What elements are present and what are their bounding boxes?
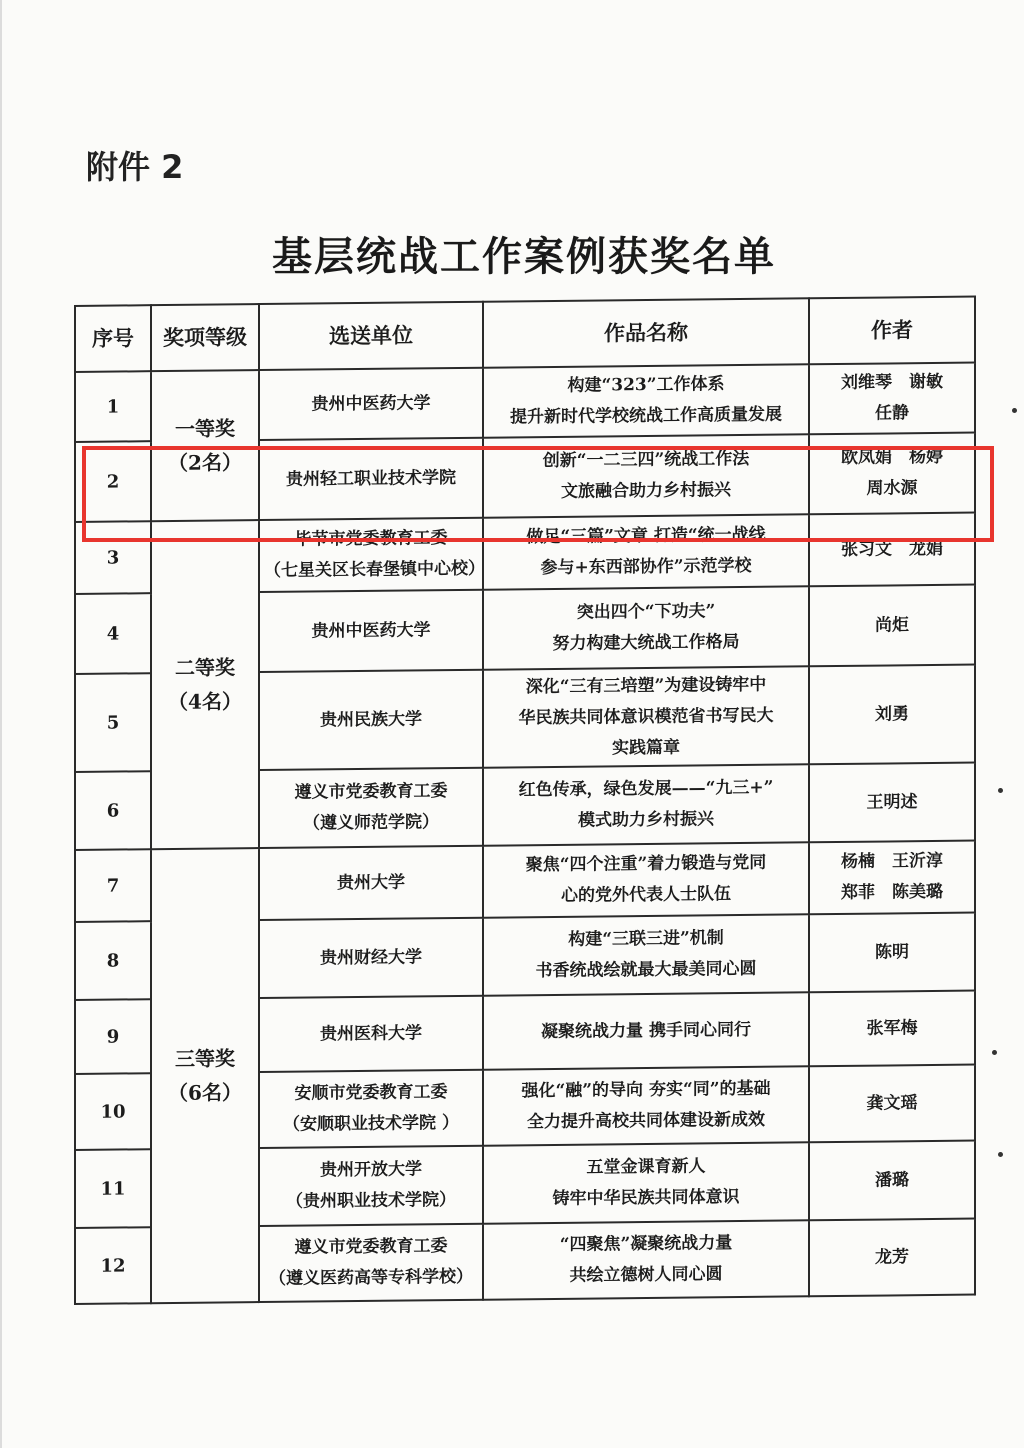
submitting-unit-line: 遵义市党委教育工委 — [294, 781, 448, 803]
work-title-line: 模式助力乡村振兴 — [578, 809, 714, 831]
submitting-unit — [259, 670, 483, 770]
work-title-line: 提升新时代学校统战工作高质量发展 — [510, 404, 782, 428]
work-title-line: 红色传承，绿色发展——“九三+” — [518, 777, 774, 801]
work-title — [483, 666, 809, 767]
award-table — [74, 296, 976, 1305]
award-level — [151, 848, 259, 1303]
award-level — [151, 520, 259, 849]
scan-speck — [1012, 408, 1017, 413]
header-level: 奖项等级 — [151, 304, 259, 371]
submitting-unit — [259, 1146, 483, 1226]
authors-line: 尚炬 — [875, 614, 909, 636]
award-level-name: 二等奖 — [175, 655, 235, 680]
submitting-unit-line: 遵义市党委教育工委 — [294, 1236, 448, 1258]
authors-line: 张习文 龙娟 — [841, 538, 943, 560]
table-body — [75, 363, 975, 1304]
row-number: 9 — [75, 999, 151, 1074]
work-title-line: 聚焦“四个注重”着力锻造与党同 — [525, 852, 767, 876]
authors-line: 杨楠 王沂淳 — [841, 850, 943, 872]
work-title — [483, 842, 809, 917]
submitting-unit-line: 贵州财经大学 — [320, 946, 422, 968]
submitting-unit — [259, 590, 483, 672]
work-title — [483, 1220, 809, 1299]
submitting-unit-line: 贵州开放大学 — [320, 1159, 422, 1181]
work-title — [483, 764, 809, 845]
work-title — [483, 992, 809, 1069]
authors — [809, 1065, 975, 1143]
work-title-line: 创新“一二三四”统战工作法 — [542, 448, 750, 472]
award-level-count: （6名） — [168, 1080, 242, 1106]
submitting-unit-line: （安顺职业技术学院 ） — [283, 1112, 459, 1135]
row-number: 5 — [75, 673, 151, 772]
header-no: 序号 — [75, 305, 151, 372]
authors-line: 周水源 — [866, 478, 918, 499]
submitting-unit — [259, 918, 483, 998]
work-title-line: 文旅融合助力乡村振兴 — [561, 480, 731, 502]
work-title-line: “四聚焦”凝聚统战力量 — [559, 1233, 733, 1255]
authors — [809, 763, 975, 843]
scan-speck — [998, 788, 1003, 793]
authors — [809, 665, 975, 765]
submitting-unit — [259, 1070, 483, 1148]
row-number: 8 — [75, 921, 151, 1000]
work-title-line: 共绘立德树人同心圆 — [569, 1264, 723, 1286]
authors-line: 张军梅 — [866, 1017, 918, 1039]
submitting-unit-line: 贵州医科大学 — [320, 1022, 422, 1044]
submitting-unit — [259, 846, 483, 920]
row-number: 3 — [75, 521, 151, 594]
authors-line: 郑菲 陈美璐 — [841, 881, 943, 903]
authors-line: 潘璐 — [875, 1169, 909, 1191]
award-level-name: 三等奖 — [175, 1046, 235, 1071]
authors — [809, 433, 975, 515]
work-title-line: 心的党外代表人士队伍 — [561, 884, 731, 906]
work-title — [483, 1142, 809, 1223]
submitting-unit — [259, 996, 483, 1072]
authors-line: 陈明 — [875, 941, 909, 963]
work-title — [483, 914, 809, 995]
award-level-count: （4名） — [168, 689, 242, 715]
authors — [809, 841, 975, 915]
table-row — [75, 363, 975, 442]
authors-line: 龙芳 — [875, 1246, 909, 1268]
authors-line: 刘维琴 谢敏 — [841, 371, 943, 393]
authors — [809, 513, 975, 587]
submitting-unit — [259, 1224, 483, 1302]
work-title-line: 全力提升高校共同体建设新成效 — [527, 1109, 765, 1133]
header-work: 作品名称 — [483, 298, 809, 367]
submitting-unit-line: （贵州职业技术学院） — [286, 1189, 456, 1212]
submitting-unit — [259, 438, 483, 520]
submitting-unit-line: 安顺市党委教育工委 — [294, 1082, 448, 1104]
row-number: 6 — [75, 771, 151, 850]
authors — [809, 585, 975, 667]
work-title-line: 华民族共同体意识模范省书写民大 — [518, 705, 774, 728]
work-title-line: 实践篇章 — [612, 737, 680, 758]
authors — [809, 1219, 975, 1297]
award-level-name: 一等奖 — [175, 416, 235, 441]
work-title-line: 深化“三有三培塑”为建设铸牢中 — [525, 674, 767, 697]
authors-line: 龚文瑶 — [866, 1092, 918, 1114]
work-title-line: 凝聚统战力量 携手同心同行 — [541, 1019, 751, 1042]
submitting-unit-line: （遵义师范学院） — [303, 812, 439, 834]
row-number: 7 — [75, 849, 151, 922]
attachment-label: 附件 2 — [86, 148, 184, 186]
row-number: 1 — [75, 371, 151, 442]
work-title-line: 构建“323”工作体系 — [567, 374, 725, 396]
work-title-line: 构建“三联三进”机制 — [568, 928, 724, 950]
work-title — [483, 586, 809, 669]
authors-line: 任静 — [875, 403, 909, 424]
work-title-line: 努力构建大统战工作格局 — [552, 632, 740, 654]
table-header-row — [75, 297, 975, 372]
work-title-line: 铸牢中华民族共同体意识 — [552, 1187, 740, 1209]
scan-speck — [992, 1050, 997, 1055]
award-level-count: （2名） — [168, 450, 242, 476]
work-title — [483, 1066, 809, 1145]
authors — [809, 991, 975, 1067]
work-title — [483, 434, 809, 517]
work-title-line: 参与+东西部协作”示范学校 — [540, 555, 752, 579]
work-title — [483, 364, 809, 437]
authors-line: 欧凤娟 杨婷 — [841, 446, 943, 468]
header-author: 作者 — [809, 297, 975, 365]
document-title: 基层统战工作案例获奖名单 — [272, 233, 776, 280]
work-title-line: 做足“三篇”文章 打造“统一战线 — [526, 524, 766, 548]
work-title-line: 五堂金课育新人 — [586, 1156, 706, 1178]
submitting-unit — [259, 368, 483, 440]
submitting-unit-line: （遵义医药高等专科学校） — [269, 1266, 473, 1289]
row-number: 10 — [75, 1073, 151, 1150]
submitting-unit-line: 贵州轻工职业技术学院 — [286, 467, 456, 490]
work-title-line: 强化“融”的导向 夯实“同”的基础 — [521, 1078, 771, 1102]
authors-line: 刘勇 — [875, 703, 909, 725]
submitting-unit-line: 贵州民族大学 — [320, 708, 422, 730]
scan-speck — [998, 1152, 1003, 1157]
authors — [809, 913, 975, 993]
authors — [809, 1141, 975, 1221]
work-title-line: 书香统战绘就最大最美同心圆 — [535, 958, 757, 982]
row-number: 11 — [75, 1149, 151, 1228]
row-number: 4 — [75, 593, 151, 674]
submitting-unit-line: 贵州中医药大学 — [311, 392, 431, 415]
submitting-unit-line: （七星关区长春堡镇中心校） — [264, 558, 485, 582]
submitting-unit-line: 毕节市党委教育工委 — [294, 528, 448, 550]
row-number: 12 — [75, 1227, 151, 1304]
authors — [809, 363, 975, 435]
row-number: 2 — [75, 441, 151, 522]
submitting-unit-line: 贵州大学 — [337, 872, 405, 893]
submitting-unit — [259, 518, 483, 592]
table-row — [75, 513, 975, 594]
submitting-unit-line: 贵州中医药大学 — [311, 619, 431, 642]
work-title-line: 突出四个“下功夫” — [576, 601, 716, 623]
award-level — [151, 370, 259, 521]
work-title — [483, 514, 809, 589]
table-row — [75, 841, 975, 922]
submitting-unit — [259, 768, 483, 848]
authors-line: 王明述 — [866, 791, 918, 813]
header-unit: 选送单位 — [259, 302, 483, 370]
